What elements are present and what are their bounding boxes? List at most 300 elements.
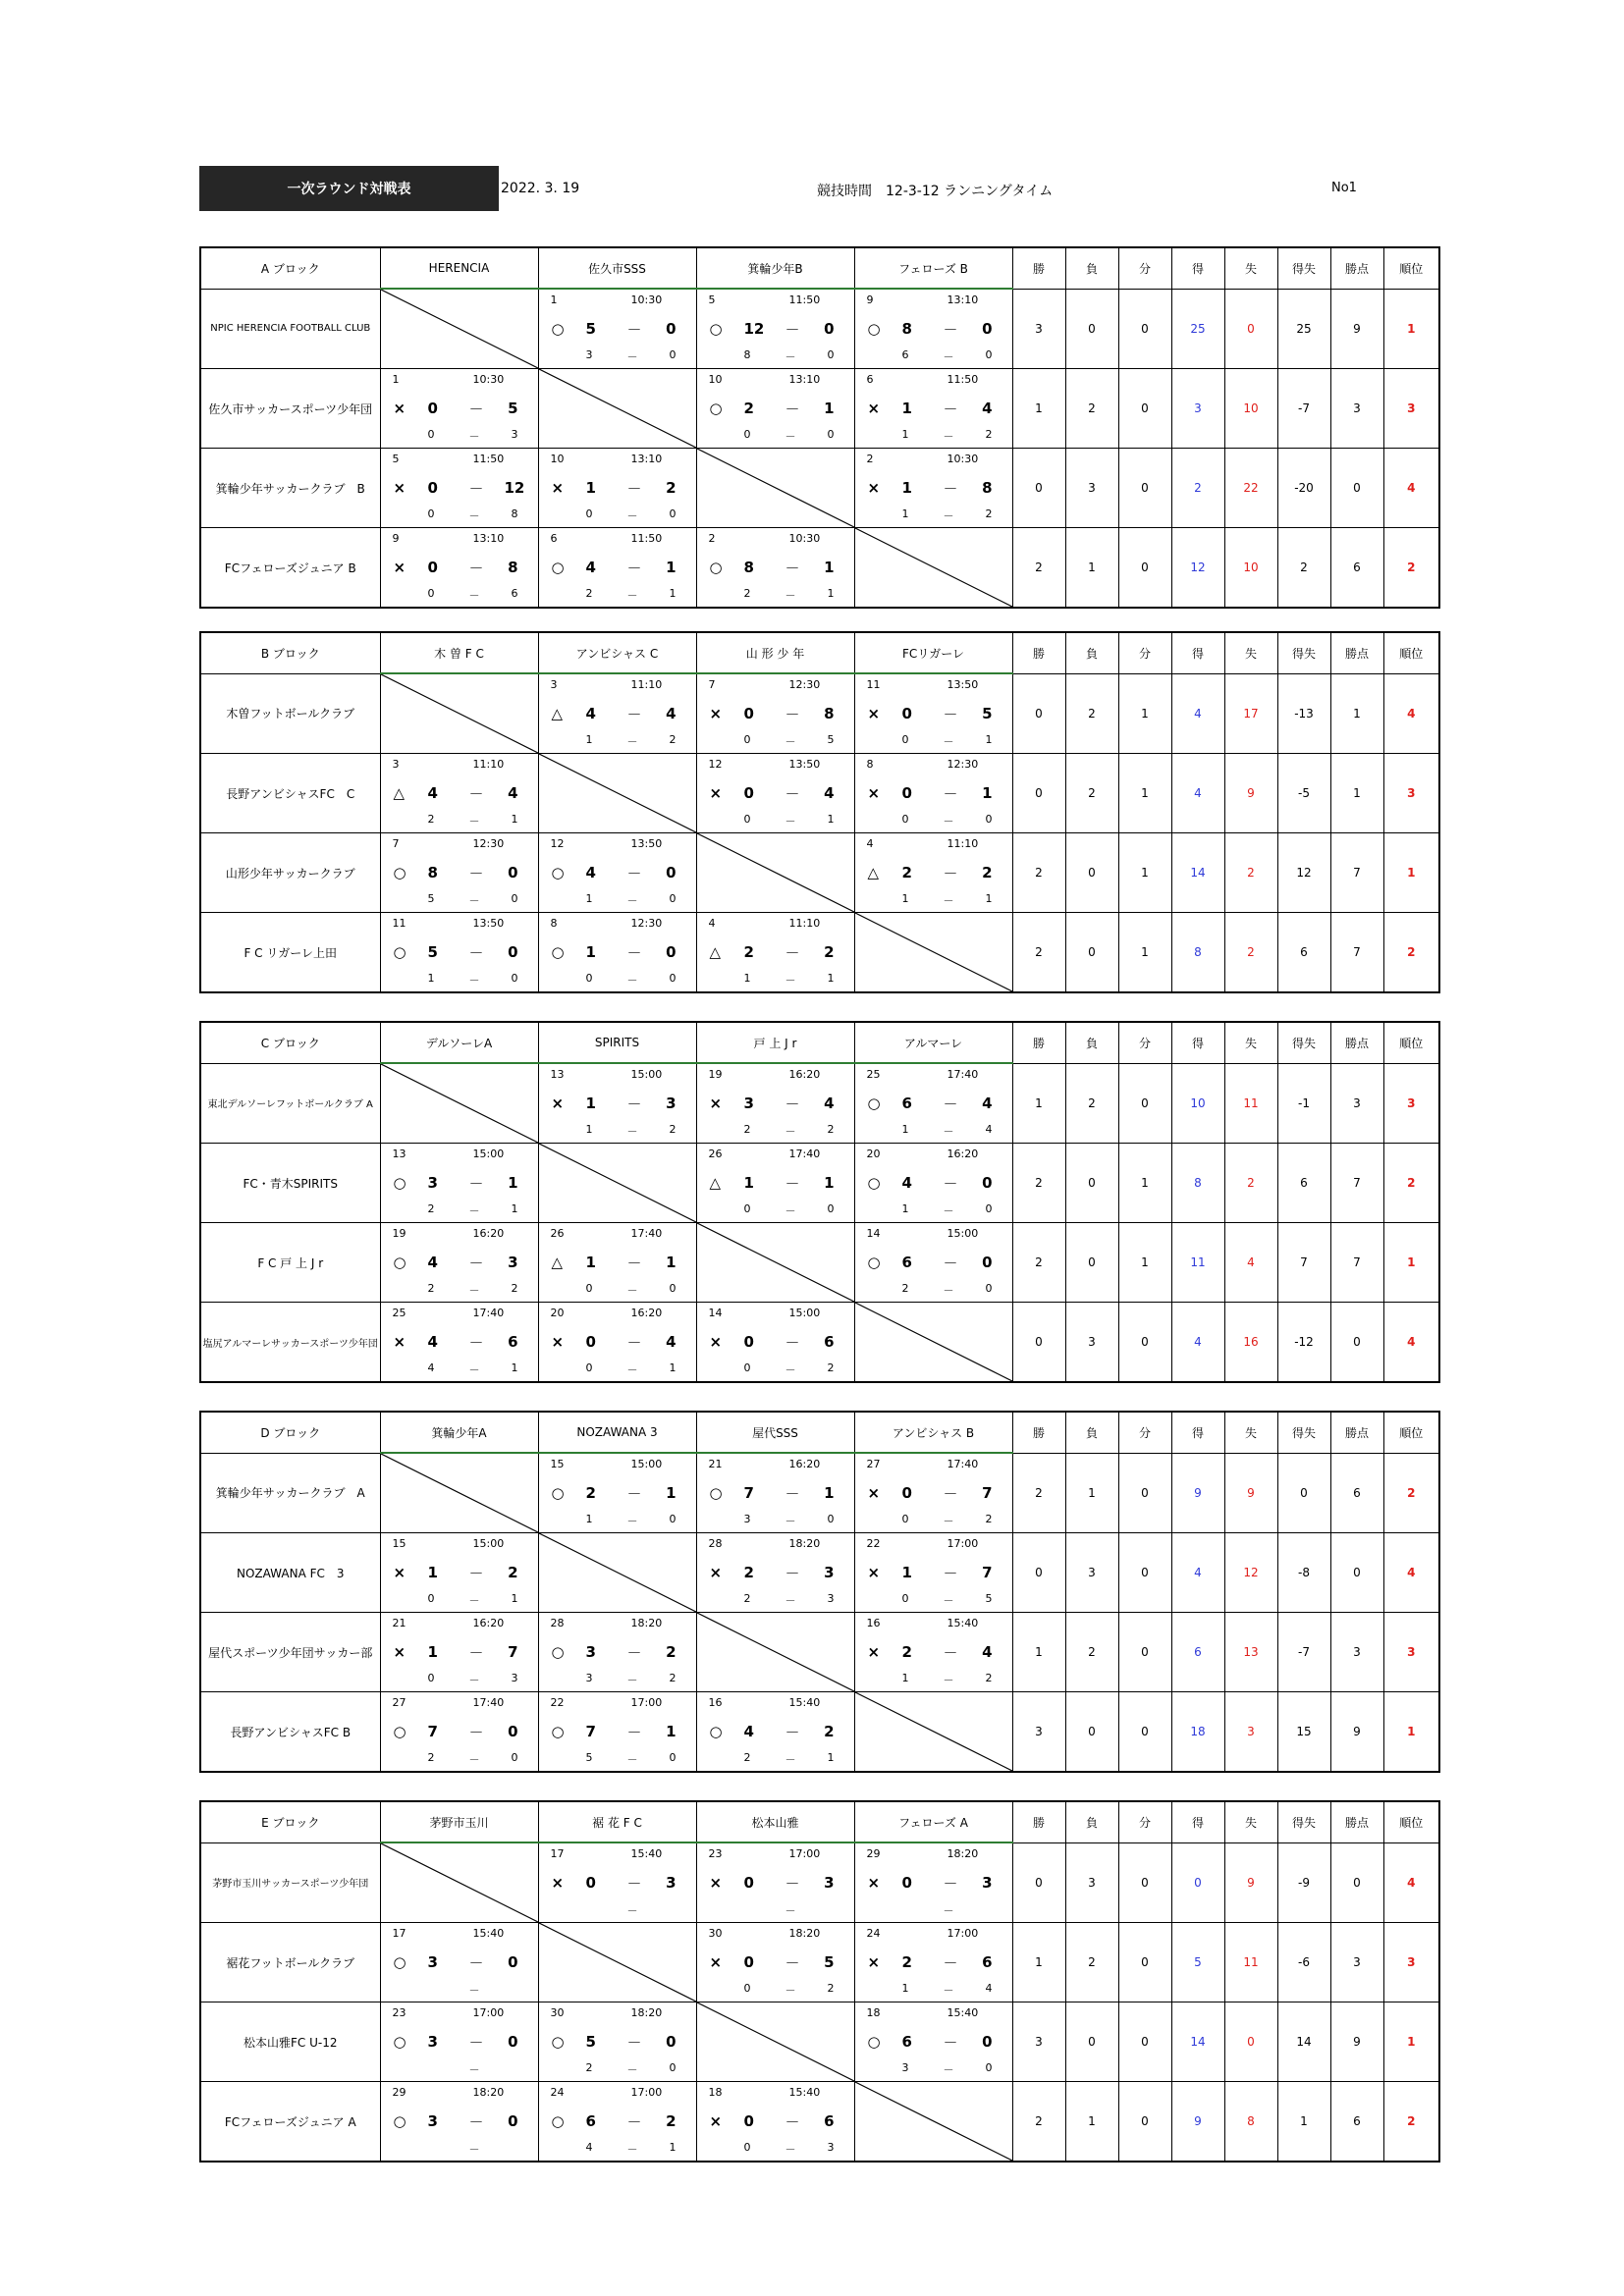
stat-value: 9 — [1330, 2002, 1383, 2082]
kickoff-time: 17:40 — [947, 1458, 979, 1470]
team-row — [200, 1303, 1439, 1383]
stat-value: 0 — [1065, 913, 1118, 993]
self-match-cell — [854, 913, 1012, 993]
team-row — [200, 673, 1439, 754]
halftime-own: 1 — [427, 972, 435, 985]
self-match-cell — [538, 754, 696, 833]
stat-value: 2 — [1012, 1453, 1065, 1533]
team-name: 塩尻アルマーレサッカースポーツ少年団 — [200, 1303, 380, 1383]
kickoff-time: 15:00 — [630, 1458, 663, 1470]
diagonal-line — [855, 913, 1012, 991]
stat-header: 勝 — [1012, 632, 1065, 673]
rank-value: 1 — [1383, 1223, 1439, 1303]
score-own: 1 — [585, 1095, 596, 1112]
match-number: 17 — [550, 1847, 565, 1860]
score-opp: 3 — [824, 1874, 835, 1892]
stat-value: 3 — [1065, 1842, 1118, 1923]
diagonal-line — [539, 1533, 696, 1612]
halftime-dash: － — [626, 735, 638, 748]
score-own: 0 — [743, 1953, 754, 1971]
opponent-header: 佐久市SSS — [538, 247, 696, 289]
kickoff-time: 18:20 — [630, 1617, 663, 1629]
stat-value: 8 — [1224, 2082, 1277, 2163]
score-dash: － — [943, 1255, 958, 1272]
match-number: 2 — [708, 532, 716, 545]
stat-value: 2 — [1012, 1144, 1065, 1223]
stat-value: 0 — [1330, 1533, 1383, 1613]
halftime-dash: － — [943, 815, 954, 828]
halftime-dash: － — [468, 1204, 480, 1217]
team-row — [200, 1692, 1439, 1773]
stat-value: 2 — [1065, 1923, 1118, 2002]
diagonal-line — [381, 1843, 538, 1922]
stat-value: 9 — [1171, 2082, 1224, 2163]
team-row — [200, 754, 1439, 833]
score-own: 5 — [585, 320, 596, 338]
result-mark: × — [393, 1333, 406, 1351]
match-number: 12 — [708, 758, 723, 771]
stat-value: 4 — [1171, 673, 1224, 754]
score-own: 5 — [585, 2033, 596, 2051]
stat-header: 順位 — [1383, 1412, 1439, 1453]
diagonal-line — [855, 1303, 1012, 1381]
kickoff-time: 15:40 — [947, 2006, 979, 2019]
score-dash: － — [943, 785, 958, 803]
stat-value: 13 — [1224, 1613, 1277, 1692]
score-opp: 1 — [666, 1254, 677, 1271]
halftime-opp: 0 — [669, 972, 677, 985]
score-dash: － — [468, 1175, 484, 1193]
self-match-cell — [696, 2002, 854, 2082]
score-own: 8 — [743, 559, 754, 576]
result-mark: △ — [709, 1174, 722, 1192]
score-own: 0 — [743, 784, 754, 802]
halftime-own: 2 — [901, 1282, 909, 1295]
halftime-own: 0 — [585, 1282, 593, 1295]
stat-value: 0 — [1330, 1842, 1383, 1923]
score-opp: 3 — [982, 1874, 993, 1892]
score-dash: － — [626, 321, 642, 339]
diagonal-line — [697, 2002, 854, 2081]
diagonal-line — [855, 528, 1012, 607]
halftime-opp: 1 — [827, 972, 835, 985]
stat-value: -8 — [1277, 1533, 1330, 1613]
halftime-opp: 2 — [985, 1672, 993, 1684]
stat-value: 0 — [1065, 289, 1118, 369]
match-number: 17 — [392, 1927, 406, 1940]
block-header-row — [200, 1022, 1439, 1063]
score-own: 0 — [743, 705, 754, 722]
halftime-opp: 1 — [827, 587, 835, 600]
self-match-cell — [854, 1692, 1012, 1773]
stat-header: 勝点 — [1330, 1412, 1383, 1453]
stat-value: 8 — [1171, 913, 1224, 993]
match-number: 20 — [866, 1148, 881, 1160]
rank-value: 2 — [1383, 2082, 1439, 2163]
score-opp: 4 — [982, 1095, 993, 1112]
self-match-cell — [380, 289, 538, 369]
result-mark: ○ — [867, 1095, 881, 1112]
stat-header: 得 — [1171, 1412, 1224, 1453]
result-mark: ○ — [709, 400, 723, 417]
result-mark: ○ — [867, 2033, 881, 2051]
halftime-own: 0 — [743, 2141, 751, 2154]
score-own: 1 — [585, 479, 596, 497]
match-cell — [854, 1533, 1012, 1613]
halftime-dash: － — [785, 1125, 796, 1138]
stat-value: 9 — [1330, 289, 1383, 369]
score-opp: 1 — [982, 784, 993, 802]
match-number: 26 — [708, 1148, 723, 1160]
result-mark: ○ — [551, 864, 565, 881]
opponent-header: フェローズ A — [854, 1801, 1012, 1842]
match-number: 9 — [866, 294, 874, 306]
match-cell — [854, 2002, 1012, 2082]
kickoff-time: 13:50 — [472, 917, 505, 930]
stat-value: 6 — [1277, 913, 1330, 993]
kickoff-time: 15:00 — [472, 1148, 505, 1160]
score-dash: － — [626, 1724, 642, 1741]
team-row — [200, 2002, 1439, 2082]
match-number: 14 — [866, 1227, 881, 1240]
score-opp: 7 — [982, 1484, 993, 1502]
halftime-own: 8 — [743, 348, 751, 361]
score-own: 1 — [585, 943, 596, 961]
kickoff-time: 17:00 — [947, 1927, 979, 1940]
self-match-cell — [696, 833, 854, 913]
halftime-dash: － — [943, 735, 954, 748]
stat-value: 4 — [1171, 1533, 1224, 1613]
stat-value: 3 — [1065, 1303, 1118, 1383]
score-opp: 1 — [824, 559, 835, 576]
stat-value: 3 — [1330, 1923, 1383, 2002]
halftime-dash: － — [943, 1904, 954, 1917]
match-cell — [696, 754, 854, 833]
halftime-opp: 5 — [985, 1592, 993, 1605]
match-number: 22 — [866, 1537, 881, 1550]
halftime-dash: － — [626, 1284, 638, 1297]
match-number: 25 — [392, 1307, 406, 1319]
stat-value: 2 — [1012, 528, 1065, 609]
stat-value: 1 — [1118, 833, 1171, 913]
diagonal-line — [381, 674, 538, 753]
team-name: F C 戸 上 J r — [200, 1223, 380, 1303]
stat-value: 0 — [1118, 1063, 1171, 1144]
match-number: 19 — [392, 1227, 406, 1240]
halftime-opp: 2 — [827, 1123, 835, 1136]
match-number: 15 — [392, 1537, 406, 1550]
team-row — [200, 449, 1439, 528]
result-mark: × — [393, 1564, 406, 1581]
match-cell — [380, 1144, 538, 1223]
block-table — [199, 1800, 1440, 2163]
diagonal-line — [855, 2082, 1012, 2161]
kickoff-time: 15:00 — [472, 1537, 505, 1550]
self-match-cell — [854, 1303, 1012, 1383]
stat-value: 1 — [1330, 754, 1383, 833]
result-mark: × — [867, 1564, 881, 1581]
kickoff-time: 18:20 — [472, 2086, 505, 2099]
match-number: 28 — [708, 1537, 723, 1550]
halftime-opp: 2 — [669, 1123, 677, 1136]
result-mark: ○ — [393, 864, 406, 881]
score-opp: 6 — [824, 2112, 835, 2130]
score-dash: － — [943, 706, 958, 723]
stat-value: 7 — [1330, 1223, 1383, 1303]
score-dash: － — [943, 1485, 958, 1503]
stat-value: 0 — [1330, 449, 1383, 528]
stat-value: 2 — [1224, 833, 1277, 913]
stat-value: 1 — [1330, 673, 1383, 754]
score-opp: 1 — [824, 1484, 835, 1502]
halftime-own: 0 — [901, 813, 909, 826]
stat-header: 得 — [1171, 1801, 1224, 1842]
score-opp: 4 — [982, 400, 993, 417]
score-own: 7 — [427, 1723, 438, 1740]
halftime-own: 3 — [743, 1513, 751, 1525]
match-number: 11 — [392, 917, 406, 930]
halftime-dash: － — [785, 2143, 796, 2156]
result-mark: × — [393, 559, 406, 576]
halftime-opp: 1 — [511, 1592, 518, 1605]
score-dash: － — [468, 1334, 484, 1352]
kickoff-time: 15:00 — [630, 1068, 663, 1081]
score-own: 0 — [743, 1874, 754, 1892]
match-cell — [538, 289, 696, 369]
match-number: 20 — [550, 1307, 565, 1319]
match-number: 1 — [550, 294, 558, 306]
kickoff-time: 16:20 — [788, 1068, 821, 1081]
team-row — [200, 2082, 1439, 2163]
halftime-dash: － — [468, 2143, 480, 2156]
score-dash: － — [943, 400, 958, 418]
match-cell — [696, 289, 854, 369]
team-row — [200, 1923, 1439, 2002]
block-table — [199, 1021, 1440, 1383]
halftime-opp: 0 — [669, 1751, 677, 1764]
opponent-header: 裾 花 F C — [538, 1801, 696, 1842]
score-opp: 2 — [982, 864, 993, 881]
opponent-header: NOZAWANA 3 — [538, 1412, 696, 1453]
diagonal-line — [697, 833, 854, 912]
match-number: 2 — [866, 453, 874, 465]
stat-header: 得失 — [1277, 247, 1330, 289]
score-own: 4 — [901, 1174, 912, 1192]
kickoff-time: 18:20 — [788, 1537, 821, 1550]
match-number: 4 — [708, 917, 716, 930]
self-match-cell — [696, 1613, 854, 1692]
halftime-opp: 2 — [669, 1672, 677, 1684]
match-number: 15 — [550, 1458, 565, 1470]
match-cell — [380, 2082, 538, 2163]
stat-value: 12 — [1277, 833, 1330, 913]
stat-value: 17 — [1224, 673, 1277, 754]
halftime-own: 0 — [743, 1362, 751, 1374]
halftime-opp: 0 — [669, 892, 677, 905]
halftime-opp: 0 — [669, 1282, 677, 1295]
score-opp: 2 — [824, 1723, 835, 1740]
score-own: 4 — [743, 1723, 754, 1740]
rank-value: 4 — [1383, 1533, 1439, 1613]
match-number: 6 — [866, 373, 874, 386]
opponent-header: FCリガーレ — [854, 632, 1012, 673]
halftime-opp: 2 — [985, 428, 993, 441]
score-opp: 3 — [824, 1564, 835, 1581]
score-own: 1 — [743, 1174, 754, 1192]
kickoff-time: 16:20 — [947, 1148, 979, 1160]
team-name: NPIC HERENCIA FOOTBALL CLUB — [200, 289, 380, 369]
block-label: E ブロック — [200, 1801, 380, 1842]
page-number: No1 — [1331, 181, 1357, 195]
stat-value: 10 — [1224, 528, 1277, 609]
score-dash: － — [943, 1095, 958, 1113]
score-own: 1 — [901, 400, 912, 417]
match-number: 30 — [708, 1927, 723, 1940]
rank-value: 4 — [1383, 1842, 1439, 1923]
score-opp: 3 — [666, 1874, 677, 1892]
halftime-opp: 0 — [669, 1513, 677, 1525]
halftime-own: 0 — [901, 1513, 909, 1525]
score-own: 6 — [585, 2112, 596, 2130]
match-number: 19 — [708, 1068, 723, 1081]
stat-value: 2 — [1065, 1613, 1118, 1692]
result-mark: × — [867, 400, 881, 417]
halftime-dash: － — [626, 1674, 638, 1686]
kickoff-time: 13:10 — [788, 373, 821, 386]
result-mark: ○ — [551, 320, 565, 338]
match-cell — [854, 1063, 1012, 1144]
halftime-dash: － — [943, 1515, 954, 1527]
match-number: 24 — [550, 2086, 565, 2099]
stat-header: 得 — [1171, 1022, 1224, 1063]
kickoff-time: 12:30 — [947, 758, 979, 771]
rank-value: 3 — [1383, 369, 1439, 449]
stat-header: 失 — [1224, 247, 1277, 289]
score-own: 0 — [427, 479, 438, 497]
stat-value: 0 — [1118, 2002, 1171, 2082]
score-dash: － — [943, 2034, 958, 2052]
stat-value: 25 — [1171, 289, 1224, 369]
halftime-own: 1 — [585, 1513, 593, 1525]
score-dash: － — [785, 1095, 800, 1113]
stat-value: 0 — [1065, 1144, 1118, 1223]
kickoff-time: 17:00 — [630, 1696, 663, 1709]
team-row — [200, 833, 1439, 913]
kickoff-time: 16:20 — [788, 1458, 821, 1470]
match-number: 16 — [866, 1617, 881, 1629]
score-opp: 0 — [508, 2112, 518, 2130]
score-own: 6 — [901, 1254, 912, 1271]
score-dash: － — [785, 785, 800, 803]
match-cell — [696, 1063, 854, 1144]
score-own: 4 — [585, 559, 596, 576]
score-opp: 1 — [666, 1723, 677, 1740]
stat-value: 6 — [1330, 2082, 1383, 2163]
score-own: 2 — [901, 864, 912, 881]
match-cell — [854, 1613, 1012, 1692]
score-opp: 8 — [508, 559, 518, 576]
diagonal-line — [697, 449, 854, 527]
halftime-dash: － — [468, 1363, 480, 1376]
match-cell — [538, 528, 696, 609]
score-opp: 6 — [824, 1333, 835, 1351]
score-dash: － — [785, 321, 800, 339]
stat-value: 1 — [1012, 1923, 1065, 2002]
score-own: 3 — [427, 2033, 438, 2051]
kickoff-time: 17:00 — [630, 2086, 663, 2099]
stat-value: 0 — [1224, 2002, 1277, 2082]
match-cell — [696, 673, 854, 754]
score-dash: － — [626, 480, 642, 498]
halftime-opp: 1 — [511, 1362, 518, 1374]
diagonal-line — [855, 1692, 1012, 1771]
stat-value: 2 — [1012, 2082, 1065, 2163]
match-cell — [854, 1223, 1012, 1303]
result-mark: ○ — [551, 1723, 565, 1740]
match-cell — [854, 289, 1012, 369]
stat-value: 0 — [1118, 1692, 1171, 1773]
team-name: FCフェローズジュニア B — [200, 528, 380, 609]
score-dash: － — [626, 944, 642, 962]
halftime-opp: 0 — [985, 1202, 993, 1215]
event-date: 2022. 3. 19 — [501, 181, 580, 196]
match-cell — [380, 913, 538, 993]
stat-header: 順位 — [1383, 1022, 1439, 1063]
diagonal-line — [697, 1223, 854, 1302]
stat-value: 0 — [1065, 1223, 1118, 1303]
stat-value: 0 — [1012, 1303, 1065, 1383]
kickoff-time: 10:30 — [788, 532, 821, 545]
score-own: 4 — [585, 864, 596, 881]
score-opp: 0 — [824, 320, 835, 338]
score-dash: － — [468, 1644, 484, 1662]
diagonal-line — [539, 369, 696, 448]
score-dash: － — [626, 1644, 642, 1662]
kickoff-time: 13:10 — [472, 532, 505, 545]
match-cell — [696, 1692, 854, 1773]
match-cell — [696, 1144, 854, 1223]
stat-value: 0 — [1118, 369, 1171, 449]
block-header-row — [200, 1412, 1439, 1453]
halftime-own: 1 — [585, 733, 593, 746]
halftime-dash: － — [468, 509, 480, 522]
score-opp: 6 — [508, 1333, 518, 1351]
score-opp: 0 — [982, 320, 993, 338]
stat-value: 2 — [1065, 673, 1118, 754]
team-row — [200, 1063, 1439, 1144]
stat-value: 3 — [1224, 1692, 1277, 1773]
score-dash: － — [785, 1334, 800, 1352]
score-opp: 3 — [666, 1095, 677, 1112]
rank-value: 4 — [1383, 449, 1439, 528]
match-cell — [538, 449, 696, 528]
halftime-dash: － — [468, 1984, 480, 1997]
match-cell — [380, 1692, 538, 1773]
stat-value: 3 — [1171, 369, 1224, 449]
result-mark: ○ — [867, 1174, 881, 1192]
score-own: 7 — [743, 1484, 754, 1502]
halftime-own: 1 — [901, 1982, 909, 1995]
match-cell — [854, 754, 1012, 833]
score-opp: 0 — [666, 864, 677, 881]
halftime-dash: － — [943, 1284, 954, 1297]
block-table — [199, 246, 1440, 609]
score-own: 0 — [743, 1333, 754, 1351]
stat-value: 1 — [1012, 1063, 1065, 1144]
stat-header: 得失 — [1277, 1412, 1330, 1453]
halftime-dash: － — [785, 974, 796, 987]
match-cell — [380, 449, 538, 528]
